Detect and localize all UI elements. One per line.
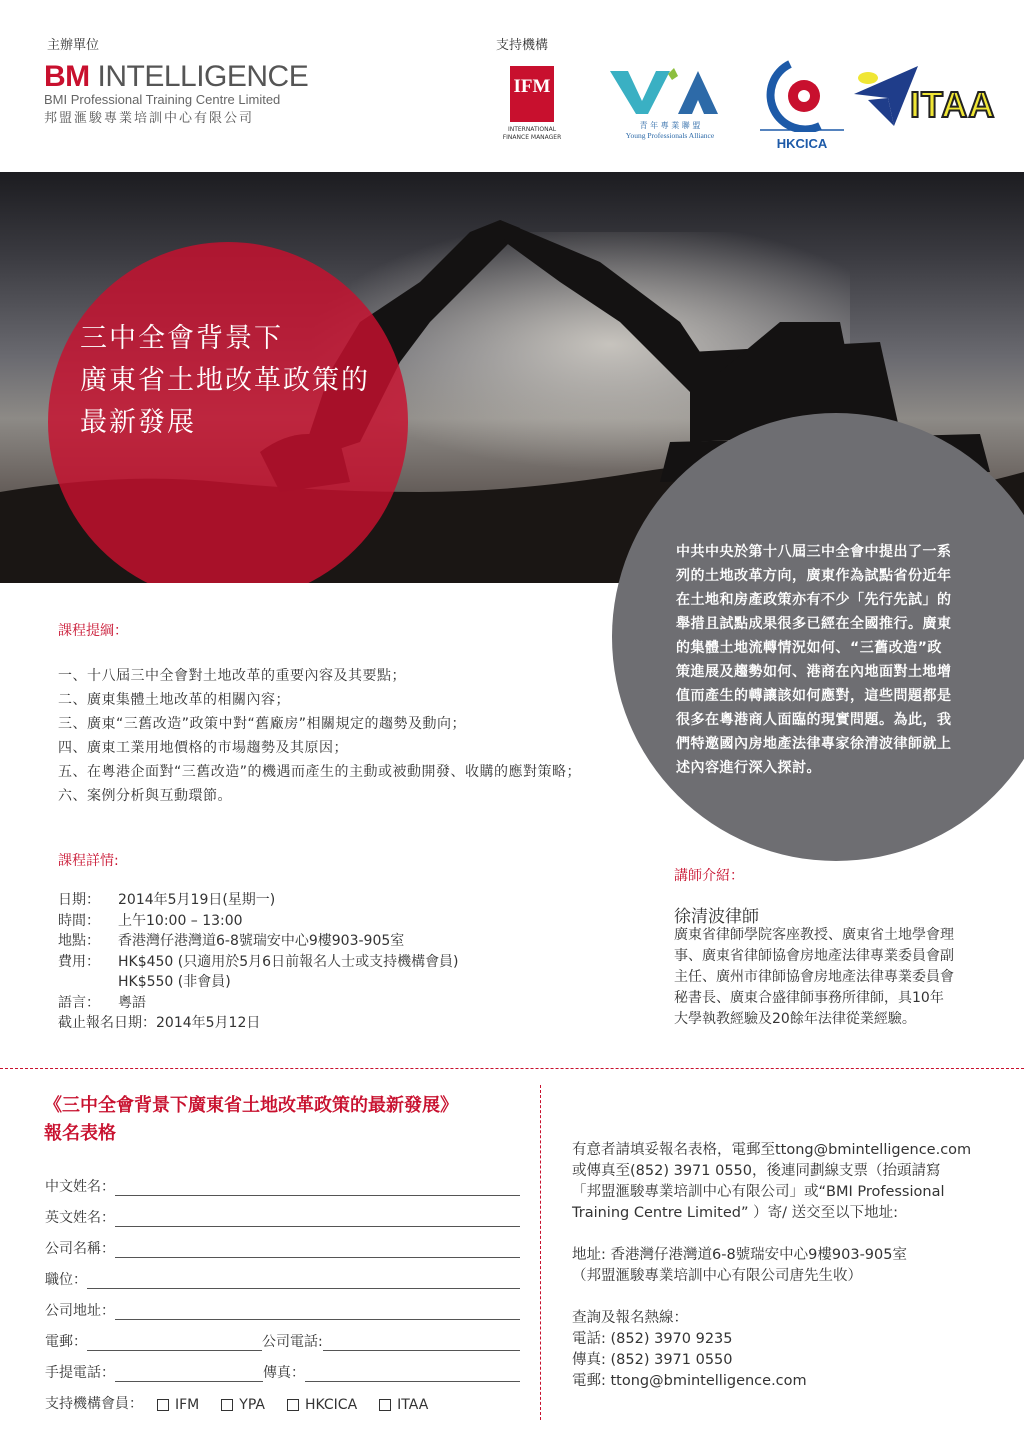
ifm-logo	[500, 66, 564, 156]
lecturer-bio-line: 事、廣東省律師協會房地產法律專業委員會副	[674, 948, 954, 964]
outline-item: 二、廣東集體土地改革的相關內容；	[58, 692, 290, 708]
fax-label: 傳真：	[263, 1365, 305, 1381]
form-title-line1: 《三中全會背景下廣東省土地改革政策的最新發展》	[44, 1095, 458, 1116]
en-name-label: 英文姓名：	[45, 1210, 115, 1226]
ypa-logo	[608, 66, 732, 150]
checkbox-icon[interactable]	[287, 1399, 299, 1411]
hkcica-logo	[760, 58, 844, 156]
outline-item: 六、案例分析與互動環節。	[58, 788, 232, 804]
intro-line: 中共中央於第十八屆三中全會中提出了一系	[676, 544, 952, 560]
fax-input[interactable]	[305, 1367, 520, 1382]
ifm-logo-mark: IFM	[513, 76, 551, 97]
intro-line: 們特邀國內房地產法律專家徐清波律師就上	[676, 736, 952, 752]
intro-line: 的集體土地流轉情況如何、“三舊改造”政	[676, 640, 942, 656]
details-list	[58, 890, 459, 1034]
contact-email[interactable]: 電郵: ttong@bmintelligence.com	[572, 1373, 807, 1389]
contact-fax: 傳真: (852) 3971 0550	[572, 1352, 733, 1368]
bmi-logo-part2: INTELLIGENCE	[89, 60, 309, 93]
course-title-line: 廣東省土地改革政策的	[80, 365, 370, 396]
contact-phone: 電話: (852) 3970 9235	[572, 1331, 733, 1347]
intro-line: 舉措且試點成果很多已經在全國推行。廣東	[676, 616, 952, 632]
language-key: 語言：	[58, 994, 100, 1011]
intro-line: 很多在粵港商人面臨的現實問題。為此，我	[676, 712, 952, 728]
ifm-logo-caption: INTERNATIONAL FINANCE MANAGER	[502, 126, 562, 141]
course-title	[80, 318, 370, 444]
company-phone-input[interactable]	[323, 1336, 520, 1351]
hkcica-logo-caption: HKCICA	[776, 136, 828, 151]
intro-line: 述內容進行深入探討。	[676, 760, 821, 776]
bmi-logo-zh: 邦盟滙駿專業培訓中心有限公司	[44, 111, 255, 126]
date-key: 日期：	[58, 892, 100, 908]
form-title-line2: 報名表格	[44, 1123, 116, 1144]
contact-block	[572, 1140, 1012, 1392]
lecturer-heading: 講師介紹：	[674, 868, 744, 884]
course-title-line: 最新發展	[80, 407, 196, 438]
zh-name-label: 中文姓名：	[45, 1179, 115, 1195]
time-value: 上午10:00 – 13:00	[118, 912, 243, 929]
checkbox-icon[interactable]	[157, 1399, 169, 1411]
outline-list	[58, 664, 581, 808]
outline-item: 四、廣東工業用地價格的市場趨勢及其原因；	[58, 740, 348, 756]
form-title	[44, 1092, 458, 1148]
company-label: 公司名稱：	[45, 1241, 115, 1257]
lecturer-bio	[674, 925, 1004, 1030]
intro-line: 列的土地改革方向，廣東作為試點省份近年	[676, 568, 952, 584]
course-title-line: 三中全會背景下	[80, 323, 283, 354]
deadline: 截止報名日期：2014年5月12日	[58, 1015, 261, 1031]
intro-line: 在土地和房產政策亦有不少「先行先試」的	[676, 592, 952, 608]
itaa-logo	[848, 64, 998, 136]
fee-key: 費用：	[58, 953, 100, 970]
instruction-line: 有意者請填妥報名表格，電郵至ttong@bmintelligence.com	[572, 1142, 972, 1158]
member-option-label: HKCICA	[304, 1397, 358, 1413]
registration-form	[45, 1165, 520, 1413]
address-label: 公司地址：	[45, 1303, 115, 1319]
outline-heading: 課程提綱：	[58, 623, 128, 639]
mobile-label: 手提電話：	[45, 1365, 115, 1381]
intro-line: 策進展及趨勢如何、港商在內地面對土地增	[676, 664, 952, 680]
intro-paragraph	[676, 540, 996, 780]
position-input[interactable]	[87, 1274, 520, 1289]
member-option-itaa[interactable]	[379, 1397, 428, 1413]
member-option-label: YPA	[239, 1397, 265, 1413]
language-value: 粵語	[118, 994, 146, 1011]
member-option-ypa[interactable]	[221, 1397, 265, 1413]
zh-name-input[interactable]	[115, 1181, 520, 1196]
address-input[interactable]	[115, 1305, 520, 1320]
company-input[interactable]	[115, 1243, 520, 1258]
lecturer-bio-line: 大學執教經驗及20餘年法律從業經驗。	[674, 1011, 916, 1027]
en-name-input[interactable]	[115, 1212, 520, 1227]
hotline-label: 查詢及報名熱線：	[572, 1310, 688, 1326]
fee-value-nonmember: HK$550 (非會員)	[118, 974, 231, 990]
lecturer-name: 徐清波律師	[674, 907, 759, 927]
organizer-label: 主辦單位	[47, 38, 100, 53]
outline-item: 三、廣東“三舊改造”政策中對“舊廠房”相關規定的趨勢及動向；	[58, 716, 467, 732]
member-option-label: ITAA	[397, 1397, 429, 1413]
hkcica-logo-mark	[760, 58, 844, 132]
instruction-line: 「邦盟滙駿專業培訓中心有限公司」或“BMI Professional	[572, 1184, 945, 1200]
lecturer-bio-line: 主任、廣州市律師協會房地產法律專業委員會	[674, 969, 954, 985]
email-input[interactable]	[87, 1336, 262, 1351]
venue-value: 香港灣仔港灣道6-8號瑞安中心9樓903-905室	[118, 933, 405, 949]
mobile-input[interactable]	[115, 1367, 263, 1382]
checkbox-icon[interactable]	[379, 1399, 391, 1411]
intro-line: 值而產生的轉讓該如何應對，這些問題都是	[676, 688, 952, 704]
itaa-logo-word: ITAA	[910, 84, 996, 125]
outline-item: 五、在粵港企面對“三舊改造”的機遇而產生的主動或被動開發、收購的應對策略；	[58, 764, 582, 780]
address-line: 地址: 香港灣仔港灣道6-8號瑞安中心9樓903-905室	[572, 1247, 907, 1263]
lecturer-bio-line: 秘書長、廣東合盛律師事務所律師，具10年	[674, 990, 944, 1006]
form-divider	[540, 1085, 541, 1420]
company-phone-label: 公司電話:	[262, 1334, 323, 1350]
lecturer-bio-line: 廣東省律師學院客座教授、廣東省土地學會理	[674, 927, 954, 943]
venue-key: 地點：	[58, 933, 100, 949]
date-value: 2014年5月19日(星期一)	[118, 892, 276, 908]
member-label: 支持機構會員：	[45, 1396, 143, 1412]
ypa-logo-zh: 青 年 專 業 聯 盟	[639, 121, 701, 130]
supporter-label: 支持機構	[496, 38, 549, 53]
bmi-logo-part1: BM	[44, 60, 90, 93]
member-option-ifm[interactable]	[157, 1397, 199, 1413]
checkbox-icon[interactable]	[221, 1399, 233, 1411]
instruction-line: Training Centre Limited” ）寄/ 送交至以下地址:	[572, 1205, 898, 1221]
member-option-hkcica[interactable]	[287, 1397, 357, 1413]
address-line: （邦盟滙駿專業培訓中心有限公司唐先生收）	[572, 1268, 862, 1284]
ypa-logo-mark	[608, 66, 732, 116]
instruction-line: 或傳真至(852) 3971 0550，後連同劃線支票（抬頭請寫	[572, 1163, 941, 1179]
details-heading: 課程詳情:	[58, 853, 119, 869]
bmi-logo-en: BMI Professional Training Centre Limited	[44, 92, 281, 107]
email-label: 電郵：	[45, 1334, 87, 1350]
time-key: 時間：	[58, 912, 100, 929]
bmi-logo	[44, 60, 308, 126]
member-option-label: IFM	[175, 1397, 200, 1413]
position-label: 職位：	[45, 1272, 87, 1288]
ypa-logo-en: Young Professionals Alliance	[625, 131, 715, 140]
cut-line	[0, 1068, 1024, 1069]
fee-value-member: HK$450 (只適用於5月6日前報名人士或支持機構會員)	[118, 953, 459, 970]
outline-item: 一、十八屆三中全會對土地改革的重要內容及其要點；	[58, 668, 406, 684]
